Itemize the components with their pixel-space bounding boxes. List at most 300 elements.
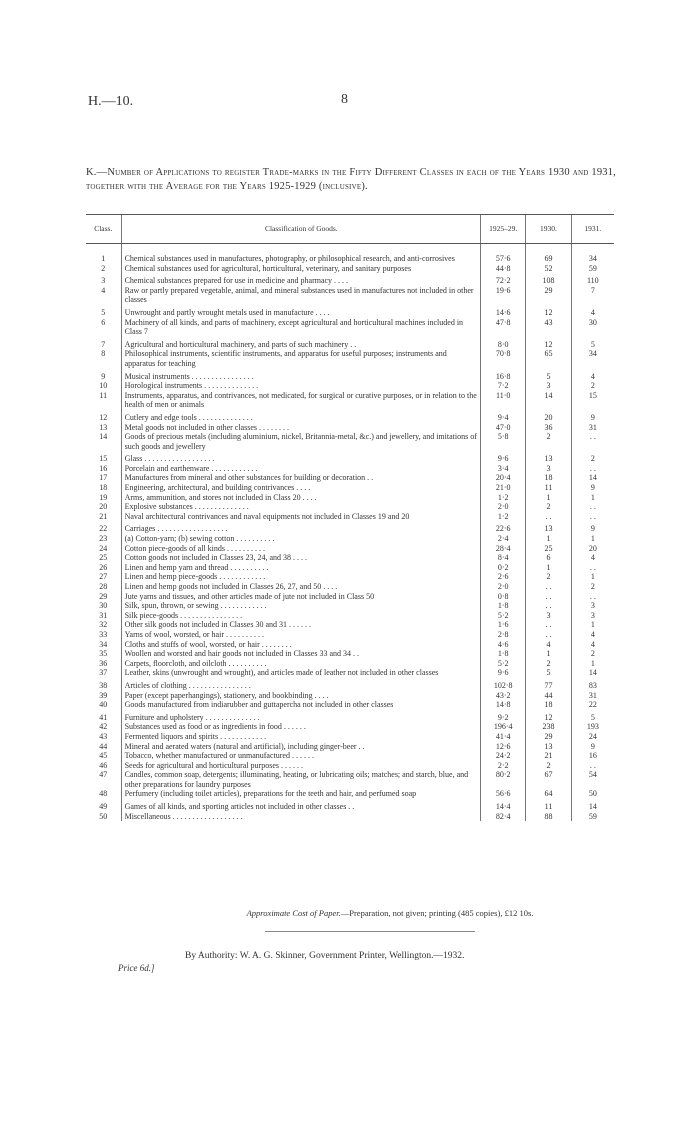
- col-header-class: Class.: [86, 215, 121, 244]
- table-row: [86, 732, 614, 742]
- average-1925-29: 72·2: [481, 273, 526, 286]
- goods-classification: Leather, skins (unwrought and wrought), and articles made of leather not included in other classes: [121, 668, 480, 678]
- average-1925-29: 14·6: [481, 305, 526, 318]
- class-number: 39: [99, 690, 108, 700]
- table-row: [86, 432, 614, 451]
- value-1931: 59: [571, 812, 614, 822]
- class-number: 24: [99, 543, 108, 553]
- goods-classification: Cotton piece-goods of all kinds . . . . . . . . . .: [121, 544, 480, 554]
- value-1931: . .: [571, 761, 614, 771]
- average-1925-29: 8·4: [481, 553, 526, 563]
- table-row: [86, 381, 614, 391]
- cost-text: —Preparation, not given; printing (485 copies), £12 10s.: [340, 908, 534, 918]
- goods-classification: Philosophical instruments, scientific instruments, and apparatus for useful purposes; instruments and apparatus for teaching: [121, 349, 480, 368]
- class-number: 3: [101, 276, 106, 286]
- goods-classification: Instruments, apparatus, and contrivances, not medicated, for surgical or curative purposes, or in relation to the health of men or animals: [121, 391, 480, 410]
- class-number: 8: [101, 349, 106, 359]
- average-1925-29: 11·0: [481, 391, 526, 410]
- goods-classification: Carriages . . . . . . . . . . . . . . . . . .: [121, 521, 480, 534]
- table-row: [86, 391, 614, 410]
- class-number: 48: [99, 789, 108, 799]
- average-1925-29: 70·8: [481, 349, 526, 368]
- average-1925-29: 2·8: [481, 630, 526, 640]
- class-number: 50: [99, 811, 108, 821]
- average-1925-29: 7·2: [481, 381, 526, 391]
- value-1931: 9: [571, 742, 614, 752]
- goods-classification: Machinery of all kinds, and parts of machinery, except agricultural and horticultural machines included in Class 7: [121, 318, 480, 337]
- table-header-row: [86, 215, 614, 244]
- table-row: [86, 640, 614, 650]
- class-number: 1: [101, 254, 106, 263]
- class-number: 35: [99, 649, 108, 659]
- col-header-classification: Classification of Goods.: [121, 215, 480, 244]
- value-1930: 13: [526, 451, 571, 464]
- value-1931: 4: [571, 553, 614, 563]
- goods-classification: Goods manufactured from indiarubber and guttapercha not included in other classes: [121, 700, 480, 710]
- value-1931: 1: [571, 620, 614, 630]
- class-number: 21: [99, 511, 108, 521]
- average-1925-29: 57·6: [481, 254, 526, 264]
- goods-classification: Manufactures from mineral and other substances for building or decoration . .: [121, 473, 480, 483]
- table-row: [86, 451, 614, 464]
- table-row: [86, 691, 614, 701]
- class-number: 25: [99, 553, 108, 563]
- table-row: [86, 410, 614, 423]
- value-1930: 2: [526, 761, 571, 771]
- class-number: 36: [99, 658, 108, 668]
- class-number: 10: [99, 381, 108, 391]
- table-row: [86, 611, 614, 621]
- class-number: 37: [99, 668, 108, 678]
- value-1931: 5: [571, 337, 614, 350]
- average-1925-29: 2·4: [481, 534, 526, 544]
- value-1931: 3: [571, 601, 614, 611]
- goods-classification: Miscellaneous . . . . . . . . . . . . . . . . . .: [121, 812, 480, 822]
- value-1931: . .: [571, 592, 614, 602]
- value-1931: 4: [571, 630, 614, 640]
- average-1925-29: 102·8: [481, 678, 526, 691]
- average-1925-29: 19·6: [481, 286, 526, 305]
- value-1930: 20: [526, 410, 571, 423]
- table-row: [86, 423, 614, 433]
- value-1930: 25: [526, 544, 571, 554]
- table-row: [86, 592, 614, 602]
- value-1930: 5: [526, 668, 571, 678]
- goods-classification: Silk piece-goods . . . . . . . . . . . . . . . .: [121, 611, 480, 621]
- average-1925-29: 0·2: [481, 563, 526, 573]
- average-1925-29: 1·8: [481, 649, 526, 659]
- goods-classification: Cotton goods not included in Classes 23, 24, and 38 . . . .: [121, 553, 480, 563]
- value-1931: 20: [571, 544, 614, 554]
- class-number: 32: [99, 620, 108, 630]
- goods-classification: Glass . . . . . . . . . . . . . . . . . .: [121, 451, 480, 464]
- value-1930: 64: [526, 789, 571, 799]
- goods-classification: Jute yarns and tissues, and other articles made of jute not included in Class 50: [121, 592, 480, 602]
- trade-marks-table: [86, 214, 614, 821]
- value-1930: 21: [526, 751, 571, 761]
- col-header-average: 1925–29.: [481, 215, 526, 244]
- value-1931: 9: [571, 483, 614, 493]
- table-row: [86, 318, 614, 337]
- col-header-1931: 1931.: [571, 215, 614, 244]
- table-row: [86, 710, 614, 723]
- goods-classification: Arms, ammunition, and stores not included in Class 20 . . . .: [121, 493, 480, 503]
- table-title: [86, 166, 616, 194]
- average-1925-29: 196·4: [481, 722, 526, 732]
- table-row: [86, 286, 614, 305]
- goods-classification: Perfumery (including toilet articles), preparations for the teeth and hair, and perfumed soap: [121, 789, 480, 799]
- goods-classification: Yarns of wool, worsted, or hair . . . . . . . . . .: [121, 630, 480, 640]
- table-body: [86, 244, 614, 822]
- table-row: [86, 512, 614, 522]
- goods-classification: Raw or partly prepared vegetable, animal, and mineral substances used in manufactures not included in other classes: [121, 286, 480, 305]
- average-1925-29: 2·6: [481, 572, 526, 582]
- average-1925-29: 12·6: [481, 742, 526, 752]
- value-1930: 3: [526, 381, 571, 391]
- class-number: 20: [99, 502, 108, 512]
- goods-classification: Mineral and aerated waters (natural and artificial), including ginger-beer . .: [121, 742, 480, 752]
- goods-classification: Carpets, floorcloth, and oilcloth . . . . . . . . . .: [121, 659, 480, 669]
- value-1931: 54: [571, 770, 614, 789]
- value-1931: 15: [571, 391, 614, 410]
- average-1925-29: 80·2: [481, 770, 526, 789]
- value-1930: 4: [526, 640, 571, 650]
- value-1930: 65: [526, 349, 571, 368]
- value-1931: 1: [571, 659, 614, 669]
- document-code: H.—10.: [88, 94, 134, 109]
- table-row: [86, 770, 614, 789]
- value-1931: . .: [571, 563, 614, 573]
- table-row: [86, 337, 614, 350]
- class-number: 28: [99, 582, 108, 591]
- class-number: 40: [99, 700, 108, 710]
- average-1925-29: 14·4: [481, 799, 526, 812]
- table-row: [86, 483, 614, 493]
- goods-classification: Linen and hemp piece-goods . . . . . . . . . . . .: [121, 572, 480, 582]
- goods-classification: Horological instruments . . . . . . . . . . . . . .: [121, 381, 480, 391]
- goods-classification: Seeds for agricultural and horticultural purposes . . . . . .: [121, 761, 480, 771]
- average-1925-29: 44·8: [481, 264, 526, 274]
- average-1925-29: 8·0: [481, 337, 526, 350]
- value-1931: 14: [571, 668, 614, 678]
- value-1931: 4: [571, 369, 614, 382]
- value-1930: 108: [526, 273, 571, 286]
- goods-classification: Unwrought and partly wrought metals used in manufacture . . . .: [121, 305, 480, 318]
- class-number: 9: [101, 371, 106, 381]
- value-1930: 77: [526, 678, 571, 691]
- class-number: 13: [99, 422, 108, 432]
- value-1930: 2: [526, 572, 571, 582]
- table-row: [86, 273, 614, 286]
- average-1925-29: 56·6: [481, 789, 526, 799]
- table-row: [86, 649, 614, 659]
- average-1925-29: 24·2: [481, 751, 526, 761]
- value-1931: 1: [571, 493, 614, 503]
- value-1930: 238: [526, 722, 571, 732]
- average-1925-29: 1·2: [481, 493, 526, 503]
- class-number: 49: [99, 802, 108, 812]
- class-number: 46: [99, 760, 108, 770]
- table-row: [86, 761, 614, 771]
- value-1931: 14: [571, 473, 614, 483]
- average-1925-29: 9·6: [481, 451, 526, 464]
- average-1925-29: 1·8: [481, 601, 526, 611]
- class-number: 19: [99, 492, 108, 502]
- value-1931: 30: [571, 318, 614, 337]
- average-1925-29: 4·6: [481, 640, 526, 650]
- average-1925-29: 22·6: [481, 521, 526, 534]
- class-number: 7: [101, 339, 106, 349]
- table-row: [86, 582, 614, 592]
- class-number: 30: [99, 601, 108, 611]
- value-1930: 1: [526, 493, 571, 503]
- class-number: 34: [99, 639, 108, 649]
- class-number: 22: [99, 524, 108, 534]
- class-number: 33: [99, 629, 108, 639]
- class-number: 31: [99, 610, 108, 620]
- average-1925-29: 20·4: [481, 473, 526, 483]
- average-1925-29: 43·2: [481, 691, 526, 701]
- class-number: 4: [101, 285, 106, 295]
- value-1931: 34: [571, 254, 614, 264]
- value-1930: 3: [526, 464, 571, 474]
- value-1931: 50: [571, 789, 614, 799]
- goods-classification: Linen and hemp goods not included in Classes 26, 27, and 50 . . . .: [121, 582, 480, 592]
- average-1925-29: 9·2: [481, 710, 526, 723]
- title-text: Number of Applications to register Trade-marks in the Fifty Different Classes in each of the Years 1930 and 1931, together with the Average for the Years 1925-1929 (inclusive).: [86, 167, 616, 192]
- value-1930: 11: [526, 799, 571, 812]
- value-1931: 5: [571, 710, 614, 723]
- value-1930: . .: [526, 512, 571, 522]
- table-row: [86, 305, 614, 318]
- value-1931: 83: [571, 678, 614, 691]
- value-1931: 2: [571, 649, 614, 659]
- table-row: [86, 502, 614, 512]
- table-row: [86, 799, 614, 812]
- class-number: 16: [99, 463, 108, 473]
- value-1931: 34: [571, 349, 614, 368]
- table-row: [86, 544, 614, 554]
- goods-classification: Paper (except paperhangings), stationery, and bookbinding . . . .: [121, 691, 480, 701]
- value-1931: 3: [571, 611, 614, 621]
- class-number: 18: [99, 483, 108, 493]
- value-1930: 43: [526, 318, 571, 337]
- value-1931: 59: [571, 264, 614, 274]
- table-row: [86, 553, 614, 563]
- goods-classification: Musical instruments . . . . . . . . . . . . . . . .: [121, 369, 480, 382]
- value-1931: 1: [571, 534, 614, 544]
- goods-classification: Articles of clothing . . . . . . . . . . . . . . . .: [121, 678, 480, 691]
- class-number: 47: [99, 770, 108, 780]
- class-number: 23: [99, 534, 108, 544]
- table-row: [86, 521, 614, 534]
- goods-classification: Naval architectural contrivances and naval equipments not included in Classes 19 and 20: [121, 512, 480, 522]
- goods-classification: Fermented liquors and spirits . . . . . . . . . . . .: [121, 732, 480, 742]
- value-1930: . .: [526, 630, 571, 640]
- value-1930: 13: [526, 742, 571, 752]
- value-1930: 6: [526, 553, 571, 563]
- class-number: 26: [99, 562, 108, 572]
- class-number: 41: [99, 712, 108, 722]
- value-1931: 2: [571, 582, 614, 592]
- value-1930: . .: [526, 601, 571, 611]
- average-1925-29: 16·8: [481, 369, 526, 382]
- table-row: [86, 668, 614, 678]
- value-1931: . .: [571, 464, 614, 474]
- value-1931: 9: [571, 410, 614, 423]
- average-1925-29: 2·2: [481, 761, 526, 771]
- value-1931: 1: [571, 572, 614, 582]
- col-header-1930: 1930.: [526, 215, 571, 244]
- class-number: 14: [99, 432, 108, 442]
- class-number: 38: [99, 680, 108, 690]
- value-1930: 29: [526, 732, 571, 742]
- cost-note: [170, 908, 610, 918]
- goods-classification: Porcelain and earthenware . . . . . . . . . . . .: [121, 464, 480, 474]
- value-1931: 4: [571, 305, 614, 318]
- goods-classification: Chemical substances used for agricultural, horticultural, veterinary, and sanitary purposes: [121, 264, 480, 274]
- value-1930: 3: [526, 611, 571, 621]
- goods-classification: Furniture and upholstery . . . . . . . . . . . . . .: [121, 710, 480, 723]
- goods-classification: Metal goods not included in other classes . . . . . . . .: [121, 423, 480, 433]
- average-1925-29: 82·4: [481, 812, 526, 822]
- class-number: 29: [99, 591, 108, 601]
- value-1931: 110: [571, 273, 614, 286]
- page-number: 8: [341, 92, 348, 107]
- class-number: 6: [101, 317, 106, 327]
- average-1925-29: 41·4: [481, 732, 526, 742]
- average-1925-29: 0·8: [481, 592, 526, 602]
- goods-classification: Linen and hemp yarn and thread . . . . . . . . . .: [121, 563, 480, 573]
- goods-classification: Explosive substances . . . . . . . . . . . . . .: [121, 502, 480, 512]
- average-1925-29: 14·8: [481, 700, 526, 710]
- value-1931: 4: [571, 640, 614, 650]
- class-number: 45: [99, 751, 108, 761]
- average-1925-29: 1·6: [481, 620, 526, 630]
- value-1930: 52: [526, 264, 571, 274]
- price-note: Price 6d.]: [118, 963, 155, 973]
- average-1925-29: 28·4: [481, 544, 526, 554]
- value-1930: . .: [526, 620, 571, 630]
- value-1931: 31: [571, 691, 614, 701]
- goods-classification: Other silk goods not included in Classes 30 and 31 . . . . . .: [121, 620, 480, 630]
- table-row: [86, 349, 614, 368]
- value-1930: 1: [526, 649, 571, 659]
- value-1930: 2: [526, 432, 571, 451]
- goods-classification: Woollen and worsted and hair goods not included in Classes 33 and 34 . .: [121, 649, 480, 659]
- average-1925-29: 2·0: [481, 502, 526, 512]
- average-1925-29: 9·4: [481, 410, 526, 423]
- class-number: 15: [99, 454, 108, 464]
- average-1925-29: 47·0: [481, 423, 526, 433]
- value-1930: 12: [526, 337, 571, 350]
- class-number: 11: [99, 390, 108, 400]
- goods-classification: Silk, spun, thrown, or sewing . . . . . . . . . . . .: [121, 601, 480, 611]
- average-1925-29: 1·2: [481, 512, 526, 522]
- class-number: 43: [99, 731, 108, 741]
- goods-classification: Goods of precious metals (including aluminium, nickel, Britannia-metal, &c.) and jewellery, and imitations of such goods and jewellery: [121, 432, 480, 451]
- value-1931: 31: [571, 423, 614, 433]
- printer-authority: By Authority: W. A. G. Skinner, Government Printer, Wellington.—1932.: [185, 951, 465, 961]
- goods-classification: Chemical substances used in manufactures, photography, or philosophical research, and anti-corrosives: [121, 254, 480, 264]
- goods-classification: Cutlery and edge tools . . . . . . . . . . . . . .: [121, 410, 480, 423]
- value-1930: 2: [526, 502, 571, 512]
- value-1930: 88: [526, 812, 571, 822]
- value-1930: 67: [526, 770, 571, 789]
- goods-classification: Tobacco, whether manufactured or unmanufactured . . . . . .: [121, 751, 480, 761]
- value-1930: 29: [526, 286, 571, 305]
- value-1930: 5: [526, 369, 571, 382]
- cost-label: Approximate Cost of Paper.: [246, 908, 341, 918]
- title-lead: K.—: [86, 167, 108, 178]
- average-1925-29: 2·0: [481, 582, 526, 592]
- value-1931: . .: [571, 432, 614, 451]
- value-1930: 12: [526, 710, 571, 723]
- value-1931: 9: [571, 521, 614, 534]
- value-1931: 24: [571, 732, 614, 742]
- table-row: [86, 563, 614, 573]
- class-number: 27: [99, 572, 108, 582]
- value-1931: . .: [571, 512, 614, 522]
- value-1930: 69: [526, 254, 571, 264]
- table-row: [86, 572, 614, 582]
- goods-classification: Engineering, architectural, and building contrivances . . . .: [121, 483, 480, 493]
- value-1930: 44: [526, 691, 571, 701]
- value-1930: 1: [526, 563, 571, 573]
- value-1931: 14: [571, 799, 614, 812]
- value-1930: 12: [526, 305, 571, 318]
- value-1931: 22: [571, 700, 614, 710]
- value-1930: 18: [526, 473, 571, 483]
- value-1931: 16: [571, 751, 614, 761]
- value-1930: 36: [526, 423, 571, 433]
- value-1930: 14: [526, 391, 571, 410]
- average-1925-29: 9·6: [481, 668, 526, 678]
- average-1925-29: 3·4: [481, 464, 526, 474]
- table-row: [86, 264, 614, 274]
- average-1925-29: 5·8: [481, 432, 526, 451]
- value-1930: 13: [526, 521, 571, 534]
- table-row: [86, 464, 614, 474]
- table-row: [86, 722, 614, 732]
- class-number: 17: [99, 473, 108, 483]
- table-row: [86, 620, 614, 630]
- table-row: [86, 742, 614, 752]
- average-1925-29: 47·8: [481, 318, 526, 337]
- value-1930: 11: [526, 483, 571, 493]
- goods-classification: Cloths and stuffs of wool, worsted, or hair . . . . . . . .: [121, 640, 480, 650]
- value-1931: 7: [571, 286, 614, 305]
- goods-classification: Games of all kinds, and sporting articles not included in other classes . .: [121, 799, 480, 812]
- table-row: [86, 751, 614, 761]
- table-row: [86, 812, 614, 822]
- table-row: [86, 789, 614, 799]
- table-spacer-row: [86, 244, 614, 255]
- average-1925-29: 5·2: [481, 611, 526, 621]
- table-row: [86, 534, 614, 544]
- table-row: [86, 630, 614, 640]
- value-1931: . .: [571, 502, 614, 512]
- value-1930: 2: [526, 659, 571, 669]
- table-row: [86, 659, 614, 669]
- table-row: [86, 601, 614, 611]
- value-1930: 18: [526, 700, 571, 710]
- goods-classification: Chemical substances prepared for use in medicine and pharmacy . . . .: [121, 273, 480, 286]
- table-row: [86, 493, 614, 503]
- table-row: [86, 473, 614, 483]
- table-row: [86, 678, 614, 691]
- class-number: 42: [99, 722, 108, 732]
